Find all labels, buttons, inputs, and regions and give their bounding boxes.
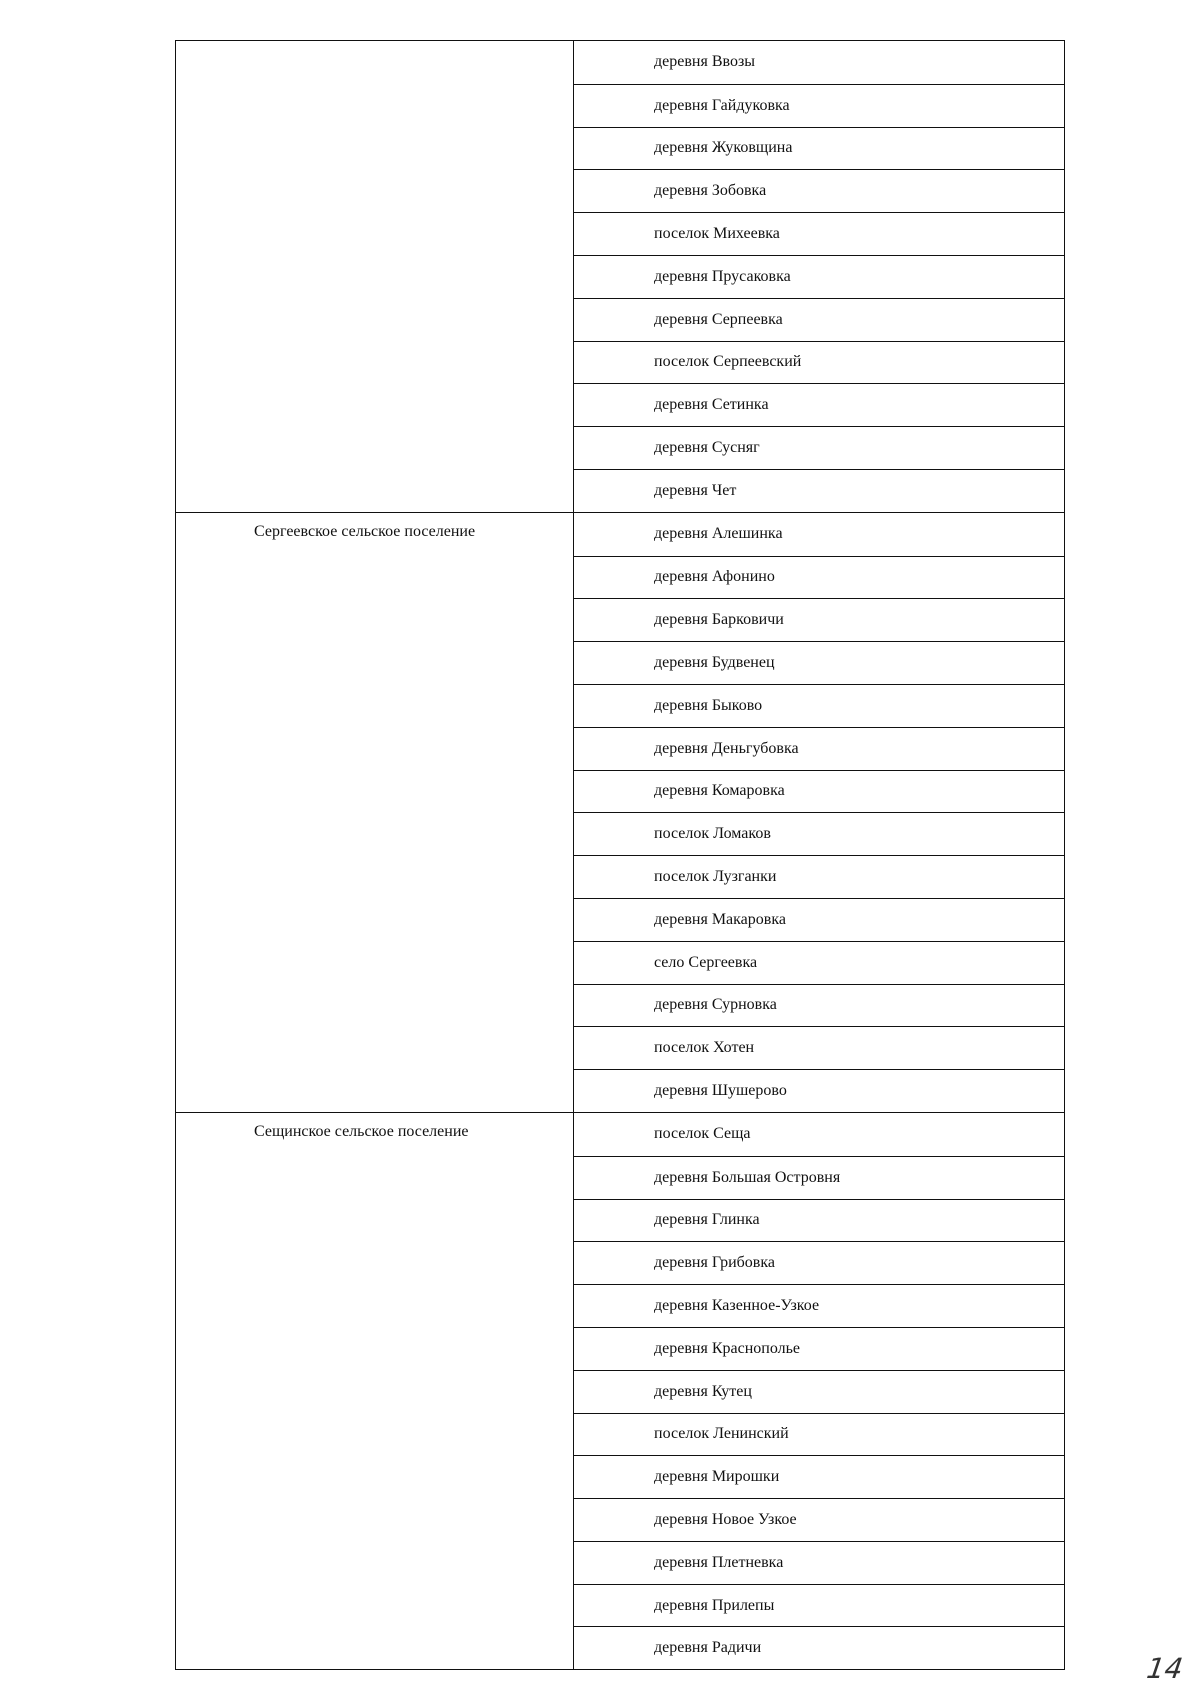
settlement-row: деревня Большая Островня (574, 1156, 1064, 1199)
settlement-list (574, 1113, 1064, 1669)
settlement-row: деревня Новое Узкое (574, 1498, 1064, 1541)
settlement-row: деревня Деньгубовка (574, 727, 1064, 770)
settlement-row: деревня Кутец (574, 1370, 1064, 1413)
settlement-list (574, 41, 1064, 512)
settlement-row: деревня Ввозы (654, 53, 756, 71)
settlement-row: деревня Зобовка (574, 169, 1064, 212)
settlement-row: деревня Быково (574, 684, 1064, 727)
settlement-row: деревня Сетинка (574, 383, 1064, 426)
settlement-group (176, 41, 1064, 512)
settlement-row: деревня Гайдуковка (574, 84, 1064, 127)
settlement-list (574, 513, 1064, 1112)
settlement-row: поселок Серпеевский (574, 341, 1064, 384)
settlement-row: деревня Барковичи (574, 598, 1064, 641)
municipality-name: Сергеевское сельское поселение (176, 513, 574, 1112)
settlement-row: поселок Лузганки (574, 855, 1064, 898)
settlement-row: деревня Прусаковка (574, 255, 1064, 298)
page-number: 14 (1144, 1652, 1185, 1685)
settlement-row: деревня Глинка (574, 1199, 1064, 1242)
settlement-row: поселок Сеща (654, 1125, 751, 1143)
settlement-row: деревня Прилепы (574, 1584, 1064, 1627)
settlement-group (176, 1112, 1064, 1669)
settlement-row: деревня Радичи (574, 1626, 1064, 1669)
settlement-row: поселок Михеевка (574, 212, 1064, 255)
settlement-row: деревня Серпеевка (574, 298, 1064, 341)
settlement-row: деревня Грибовка (574, 1241, 1064, 1284)
settlement-row: деревня Краснополье (574, 1327, 1064, 1370)
settlements-table (175, 40, 1065, 1670)
settlement-row: поселок Ломаков (574, 812, 1064, 855)
municipality-name (176, 41, 574, 512)
settlement-row: деревня Макаровка (574, 898, 1064, 941)
settlement-row: деревня Сурновка (574, 984, 1064, 1027)
settlement-row: деревня Комаровка (574, 770, 1064, 813)
settlement-row: деревня Казенное-Узкое (574, 1284, 1064, 1327)
settlement-row: село Сергеевка (574, 941, 1064, 984)
settlement-group (176, 512, 1064, 1112)
municipality-name: Сещинское сельское поселение (176, 1113, 574, 1669)
settlement-row: деревня Плетневка (574, 1541, 1064, 1584)
settlement-row: деревня Жуковщина (574, 127, 1064, 170)
settlement-row: деревня Сусняг (574, 426, 1064, 469)
settlement-row: деревня Афонино (574, 556, 1064, 599)
settlement-row: деревня Мирошки (574, 1455, 1064, 1498)
settlement-row: деревня Алешинка (654, 525, 783, 543)
settlement-row: поселок Ленинский (574, 1413, 1064, 1456)
settlement-row: поселок Хотен (574, 1026, 1064, 1069)
settlement-row: деревня Чет (574, 469, 1064, 512)
settlement-row: деревня Шушерово (574, 1069, 1064, 1112)
settlement-row: деревня Будвенец (574, 641, 1064, 684)
